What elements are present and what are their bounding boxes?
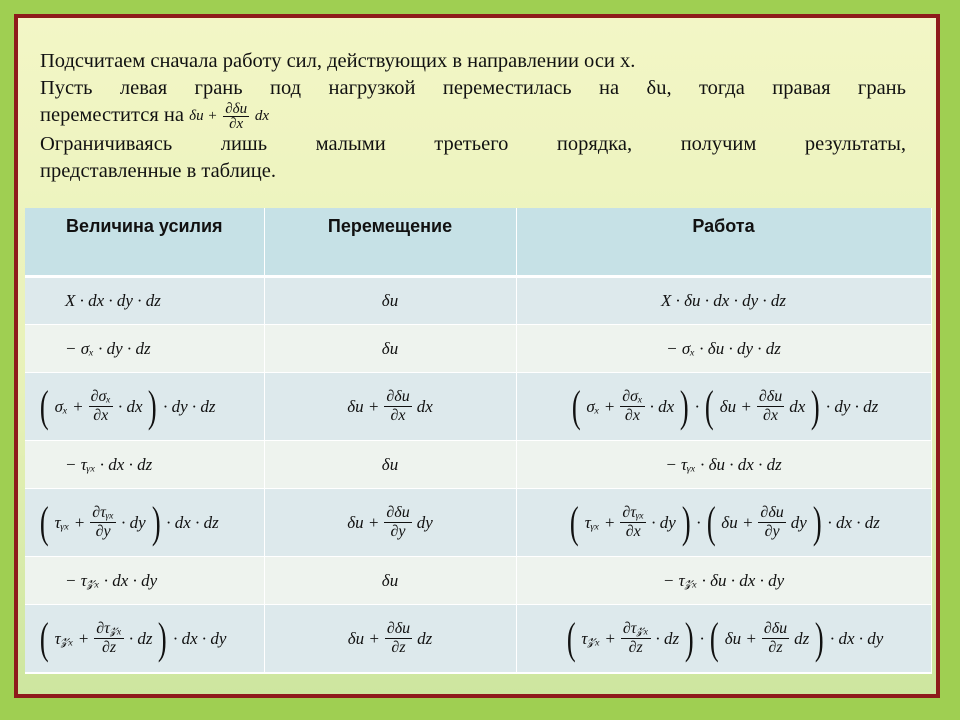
expr-part: δu +	[724, 628, 757, 648]
frac-den: ∂z	[391, 639, 406, 656]
expr-part: δu +	[721, 512, 754, 532]
frac-den: ∂x	[763, 407, 779, 424]
expr-part: · dy · dz	[163, 396, 216, 416]
expr-part: δu +	[347, 396, 380, 416]
cell-force: − τ𝓏ₓ · dx · dy	[25, 557, 264, 605]
intro-line-3-formula	[189, 102, 269, 131]
cell-work: − τᵧₓ · δu · dx · dz	[516, 441, 931, 489]
cell-force: ( τ𝓏ₓ + ∂τ𝓏ₓ ∂z · dz ) · dx · dy	[25, 605, 264, 673]
cell-displacement: δu	[264, 325, 516, 373]
frac-den: ∂x	[625, 523, 641, 540]
expr-part: · dx	[649, 396, 675, 416]
cell-force: X · dx · dy · dz	[25, 277, 264, 325]
expr-part: dx	[789, 396, 806, 416]
cell-work: ( τᵧₓ + ∂τᵧₓ ∂x · dy ) · ( δu + $\frac{\partial\delta u}{\partial y}$ dy ) · dx · dz	[516, 489, 931, 557]
expr-part: dy	[790, 512, 807, 532]
frac-den: ∂x	[390, 407, 406, 424]
cell-displacement: δu	[264, 277, 516, 325]
expr-part: · dx · dz	[827, 512, 880, 532]
formula-prefix: δu +	[189, 107, 218, 124]
header-work: Работа	[516, 208, 931, 277]
expr-part: δu +	[347, 512, 380, 532]
expr-part: σₓ +	[586, 396, 616, 416]
frac-num: ∂τᵧₓ	[92, 504, 115, 521]
formula-fraction	[223, 102, 249, 131]
frac-den: ∂y	[764, 523, 780, 540]
cell-work: ( σₓ + $\frac{\text{∂σₓ}}{\partial x}$ · dx ) · ( δu + $\frac{\partial\delta u}{\partial x}$ dx ) · dy · dz	[516, 373, 931, 441]
cell-work: − σₓ · δu · dy · dz	[516, 325, 931, 373]
formula-numerator: ∂δu	[225, 101, 248, 117]
table-row	[25, 605, 931, 673]
expr-part: δu +	[347, 628, 380, 648]
expr-part: τ𝓏ₓ +	[581, 628, 616, 648]
intro-line-1: Подсчитаем сначала работу сил, действующих в направлении оси x.	[40, 50, 636, 72]
frac-num: ∂δu	[386, 388, 410, 405]
cell-empty	[264, 673, 516, 674]
table-header-row	[25, 208, 931, 277]
cell-force: ( τᵧₓ + ∂τᵧₓ ∂y · dy ) · dx · dz	[25, 489, 264, 557]
table-row-empty	[25, 673, 931, 674]
intro-line-2: Пусть левая грань под нагрузкой переместилась на δu, тогда правая грань	[40, 77, 906, 99]
cell-force: − σₓ · dy · dz	[25, 325, 264, 373]
cell-displacement: δu	[264, 441, 516, 489]
formula-denominator: ∂x	[229, 116, 244, 132]
frac-den: ∂y	[390, 523, 406, 540]
expr-part: dx	[416, 396, 433, 416]
expr-part: · dy · dz	[825, 396, 879, 416]
intro-text	[40, 48, 906, 185]
frac-den: ∂y	[95, 523, 111, 540]
expr-part: τ𝓏ₓ +	[54, 628, 90, 648]
cell-empty	[25, 673, 264, 674]
cell-force: ( σₓ + $\frac{\text{∂σₓ}}{\partial x}$ · dx ) · dy · dz	[25, 373, 264, 441]
frac-den: ∂z	[768, 639, 783, 656]
cell-displacement	[264, 605, 516, 673]
cell-empty	[516, 673, 931, 674]
cell-work: X · δu · dx · dy · dz	[516, 277, 931, 325]
expr-part: σₓ +	[54, 396, 84, 416]
frac-den: ∂x	[624, 407, 640, 424]
header-displacement: Перемещение	[264, 208, 516, 277]
cell-force: − τᵧₓ · dx · dz	[25, 441, 264, 489]
frac-num: ∂δu	[758, 388, 783, 405]
frac-num: ∂τ𝓏ₓ	[96, 620, 122, 637]
intro-line-3	[40, 102, 906, 131]
cell-displacement: δu	[264, 557, 516, 605]
frac-num: ∂τᵧₓ	[622, 504, 645, 521]
expr-part: · dz	[655, 628, 680, 648]
table-row	[25, 489, 931, 557]
expr-part: τᵧₓ +	[54, 512, 86, 532]
intro-line-4: Ограничиваясь лишь малыми третьего порядка, получим результаты,	[40, 133, 906, 155]
expr-part: · dx · dy	[173, 628, 227, 648]
table-row	[25, 325, 931, 373]
expr-part: dz	[794, 628, 810, 648]
frac-num: ∂τ𝓏ₓ	[622, 620, 649, 637]
expr-part: · dx	[117, 396, 143, 416]
intro-line-5: представленные в таблице.	[40, 160, 276, 182]
table-row	[25, 373, 931, 441]
expr-part: · dy	[651, 512, 676, 532]
cell-displacement	[264, 373, 516, 441]
cell-work: ( τ𝓏ₓ + ∂τ𝓏ₓ ∂z · dz ) · ( δu + $\frac{\partial\delta u}{\partial z}$ dz ) · dx · dy	[516, 605, 931, 673]
expr-part: · dx · dz	[166, 512, 219, 532]
expr-part: dz	[417, 628, 433, 648]
frac-num: ∂δu	[386, 620, 411, 637]
table-row	[25, 441, 931, 489]
intro-line-3-text: переместится на	[40, 104, 184, 127]
header-force: Величина усилия	[25, 208, 264, 277]
frac-num: ∂σₓ	[622, 388, 643, 405]
expr-part: δu +	[719, 396, 752, 416]
expr-part: · dx · dy	[829, 628, 884, 648]
frac-num: ∂σₓ	[90, 388, 111, 405]
expr-part: · dy	[121, 512, 146, 532]
expr-part: · dz	[128, 628, 153, 648]
frac-den: ∂x	[93, 407, 109, 424]
frac-num: ∂δu	[760, 504, 784, 521]
expr-part: dy	[416, 512, 433, 532]
table-row	[25, 557, 931, 605]
frac-num: ∂δu	[763, 620, 788, 637]
expr-part: τᵧₓ +	[584, 512, 616, 532]
work-table	[25, 208, 932, 674]
formula-suffix: dx	[254, 107, 270, 124]
table-row	[25, 277, 931, 325]
cell-work: − τ𝓏ₓ · δu · dx · dy	[516, 557, 931, 605]
frac-den: ∂z	[101, 639, 117, 656]
cell-displacement	[264, 489, 516, 557]
frac-den: ∂z	[628, 639, 643, 656]
frac-num: ∂δu	[386, 504, 410, 521]
